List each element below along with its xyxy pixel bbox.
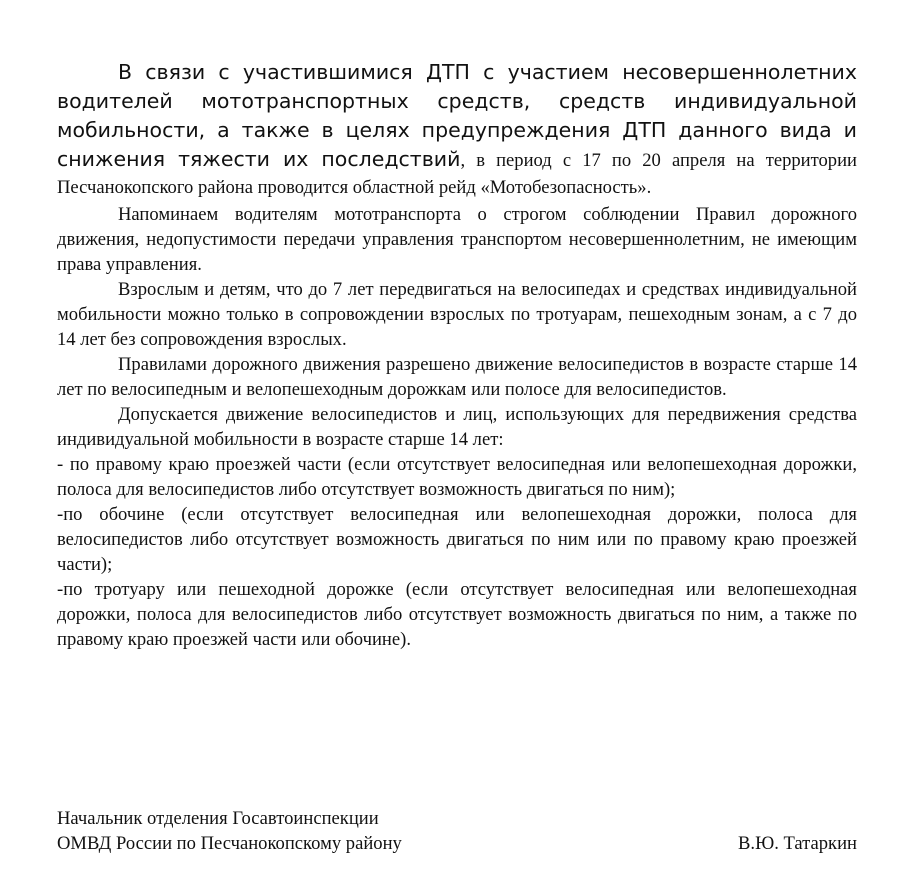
paragraph-intro-sans-text: В связи с участившимися ДТП с участием несовершеннолетних водителей мототранспортных средств, средств индивидуальной мобильности, а также в целях предупреждения ДТП данного вида и снижения тяжести их последствий — [57, 60, 857, 171]
signature-position-line2: ОМВД России по Песчанокопскому району — [57, 833, 402, 854]
paragraph-reminder: Напоминаем водителям мототранспорта о строгом соблюдении Правил дорожного движения, недопустимости передачи управления транспортом несовершеннолетним, не имеющим права управления. — [57, 204, 857, 275]
paragraph-intro-serif-text: , в период с 17 по 20 апреля на территории Песчанокопского района проводится областной рейд «Мотобезопасность». — [57, 150, 858, 198]
signature-row — [57, 831, 857, 856]
paragraph-intro — [57, 59, 857, 202]
signature-position-line1: Начальник отделения Госавтоинспекции — [57, 808, 379, 829]
signature-block — [57, 806, 857, 856]
list-item-shoulder: -по обочине (если отсутствует велосипедная или велопешеходная дорожки, полоса для велосипедистов либо отсутствует возможность двигаться по ним или по правому краю проезжей части); — [57, 504, 857, 575]
paragraph-rules: Правилами дорожного движения разрешено движение велосипедистов в возрасте старше 14 лет по велосипедным и велопешеходным дорожкам или полосе для велосипедистов. — [57, 354, 857, 400]
list-item-sidewalk: -по тротуару или пешеходной дорожке (если отсутствует велосипедная или велопешеходная дорожки, полоса для велосипедистов либо отсутствует возможность двигаться по ним, а также по правому краю проезжей части или обочине). — [57, 579, 857, 650]
paragraph-children: Взрослым и детям, что до 7 лет передвигаться на велосипедах и средствах индивидуальной мобильности можно только в сопровождении взрослых по тротуарам, пешеходным зонам, а с 7 до 14 лет без сопровождения взрослых. — [57, 279, 857, 350]
paragraph-allowed: Допускается движение велосипедистов и лиц, использующих для передвижения средства индивидуальной мобильности в возрасте старше 14 лет: — [57, 404, 857, 450]
list-item-roadway: - по правому краю проезжей части (если отсутствует велосипедная или велопешеходная дорожки, полоса для велосипедистов либо отсутствует возможность двигаться по ним); — [57, 454, 857, 500]
signature-name: В.Ю. Татаркин — [738, 833, 857, 854]
document-body — [57, 59, 857, 652]
